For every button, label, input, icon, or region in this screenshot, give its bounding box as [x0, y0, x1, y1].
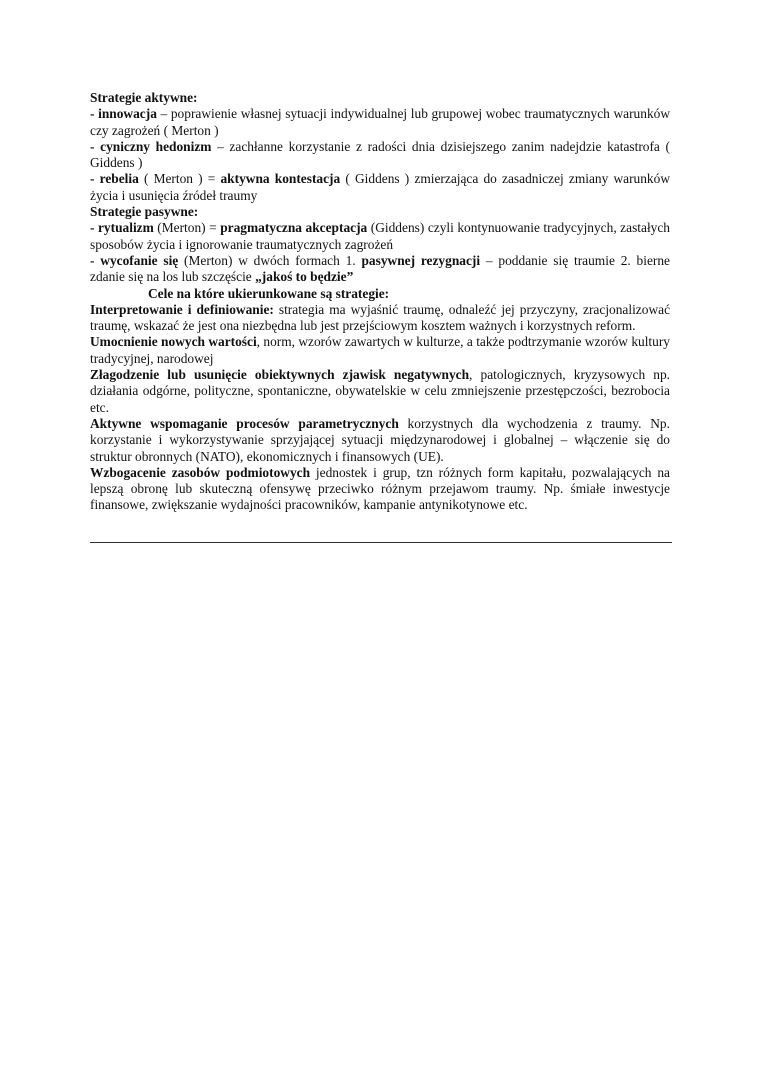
document-body	[90, 90, 670, 514]
list-item-hedonizm	[90, 139, 670, 172]
active-strategies-heading: Strategie aktywne:	[90, 90, 198, 105]
term-innowacja: innowacja	[98, 106, 157, 122]
term-umocnienie: Umocnienie nowych wartości	[90, 334, 257, 350]
term-interpretowanie: Interpretowanie i definiowanie:	[90, 301, 274, 317]
bullet-dash: -	[90, 138, 101, 154]
innowacja-description: – poprawienie własnej sytuacji indywidualnej lub grupowej wobec traumatycznych warunków czy zagrożeń ( Merton )	[90, 106, 671, 138]
wycofanie-description: – poddanie się traumie 2. bierne zdanie się na los lub szczęście	[90, 252, 670, 285]
passive-strategies-heading: Strategie pasywne:	[90, 204, 199, 220]
rebelia-author: ( Merton ) =	[138, 171, 221, 187]
wycofanie-forms: (Merton) w dwóch formach 1.	[178, 252, 362, 268]
list-item-wycofanie	[90, 253, 670, 286]
bullet-dash: -	[90, 106, 99, 122]
list-item-rebelia	[90, 171, 670, 204]
term-wzbogacenie: Wzbogacenie zasobów podmiotowych	[90, 464, 311, 480]
term-aktywna-kontestacja: aktywna kontestacja	[220, 171, 341, 187]
rytualizm-author: (Merton) =	[153, 220, 221, 236]
term-wycofanie-sie: wycofanie się	[100, 252, 179, 268]
term-jakos-to-bedzie: „jakoś to będzie”	[255, 269, 354, 285]
bullet-dash: -	[90, 220, 98, 236]
term-pasywnej-rezygnacji: pasywnej rezygnacji	[361, 252, 481, 268]
rebelia-description: ( Giddens ) zmierzająca do zasadniczej zmiany warunków życia i usunięcia źródeł traumy	[90, 171, 670, 203]
umocnienie-description: , norm, wzorów zawartych w kulturze, a także podtrzymanie wzorów kultury tradycyjnej, narodowej	[90, 334, 670, 366]
goal-zlagodzenie	[90, 367, 670, 416]
term-rebelia: rebelia	[99, 171, 139, 187]
term-zlagodzenie: Złagodzenie lub usunięcie obiektywnych zjawisk negatywnych	[90, 367, 470, 383]
goal-wspomaganie	[90, 416, 670, 465]
bullet-dash: -	[90, 171, 100, 187]
rytualizm-description: (Giddens) czyli kontynuowanie tradycyjnych, zastałych sposobów życia i ignorowanie traumatycznych zagrożeń	[90, 220, 670, 252]
list-item-rytualizm	[90, 220, 670, 253]
goals-heading: Cele na które ukierunkowane są strategie:	[148, 285, 390, 301]
term-cyniczny-hedonizm: cyniczny hedonizm	[100, 138, 212, 154]
wspomaganie-description: korzystnych dla wychodzenia z traumy. Np. korzystanie i wykorzystywanie sprzyjającej sytuacji międzynarodowej i globalnej – włączenie się do struktur obronnych (NATO), ekonomicznych i finansowych (UE).	[90, 415, 670, 464]
term-rytualizm: rytualizm	[97, 220, 154, 236]
zlagodzenie-description: , patologicznych, kryzysowych np. działania odgórne, polityczne, spontaniczne, obywatelskie w celu zmniejszenie przestępczości, bezrobocia etc.	[90, 367, 670, 415]
list-item-innowacja	[90, 106, 670, 139]
horizontal-divider	[90, 542, 672, 543]
hedonizm-description: – zachłanne korzystanie z radości dnia dzisiejszego zanim nadejdzie katastrofa ( Giddens )	[90, 138, 670, 171]
bullet-dash: -	[90, 252, 101, 268]
wzbogacenie-description: jednostek i grup, tzn różnych form kapitału, pozwalających na lepszą obronę lub skuteczną ofensywę przeciwko różnym przejawom traumy. Np. śmiałe inwestycje finansowe, zwiększanie wydajności pracowników, kampanie antynikotynowe etc.	[90, 464, 670, 513]
term-pragmatyczna-akceptacja: pragmatyczna akceptacja	[220, 220, 368, 236]
term-wspomaganie: Aktywne wspomaganie procesów parametrycznych	[90, 415, 399, 431]
goal-wzbogacenie	[90, 465, 670, 514]
goal-umocnienie	[90, 334, 670, 367]
goal-interpretowanie	[90, 302, 670, 335]
interpretowanie-description: strategia ma wyjaśnić traumę, odnaleźć jej przyczyny, zracjonalizować traumę, wskazać że jest ona niezbędna lub jest przejściowym kosztem ważnych i korzystnych reform.	[90, 301, 671, 334]
